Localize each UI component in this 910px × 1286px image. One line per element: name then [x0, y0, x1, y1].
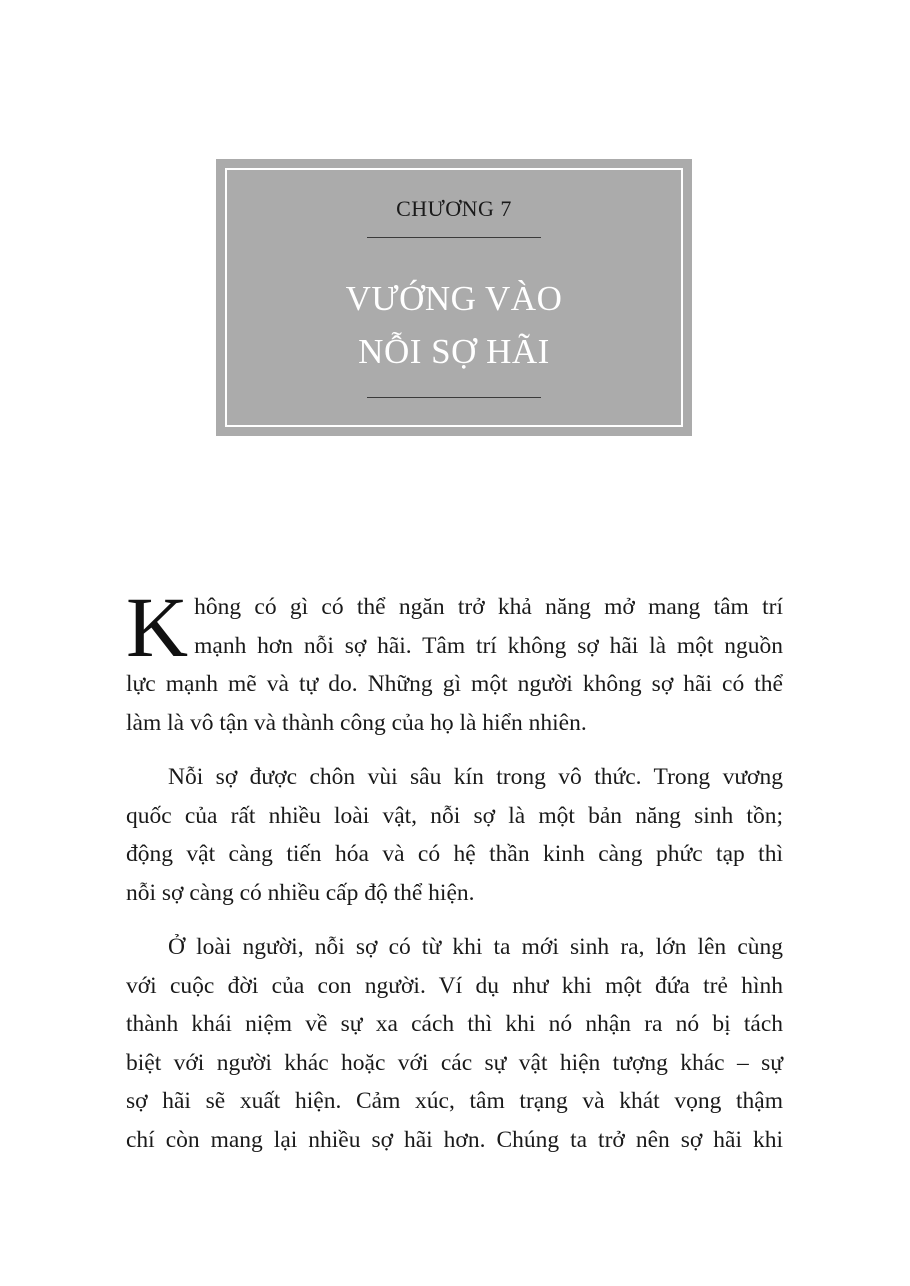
- chapter-heading-box: [216, 159, 692, 436]
- chapter-number: CHƯƠNG 7: [396, 196, 512, 221]
- paragraph-line: biệt với người khác hoặc với các sự vật hiện tượng khác – sự: [126, 1049, 783, 1076]
- paragraph-3: [126, 928, 783, 1159]
- paragraph-line: chí còn mang lại nhiều sợ hãi hơn. Chúng ta trở nên sợ hãi khi: [126, 1126, 783, 1153]
- chapter-title-line-2: NỖI SỢ HÃI: [358, 332, 550, 371]
- paragraph-line: quốc của rất nhiều loài vật, nỗi sợ là một bản năng sinh tồn;: [126, 802, 783, 829]
- paragraph-line: với cuộc đời của con người. Ví dụ như khi một đứa trẻ hình: [126, 972, 783, 999]
- paragraph-2: [126, 758, 783, 912]
- paragraph-line: Nỗi sợ được chôn vùi sâu kín trong vô thức. Trong vương: [168, 764, 783, 790]
- paragraph-line: sợ hãi sẽ xuất hiện. Cảm xúc, tâm trạng và khát vọng thậm: [126, 1088, 783, 1114]
- chapter-rule-top: [367, 237, 541, 238]
- chapter-title: [227, 272, 681, 378]
- paragraph-line: động vật càng tiến hóa và có hệ thần kinh càng phức tạp thì: [126, 841, 783, 867]
- paragraph-line: mạnh hơn nỗi sợ hãi. Tâm trí không sợ hãi là một nguồn: [194, 632, 783, 659]
- paragraph-line: lực mạnh mẽ và tự do. Những gì một người không sợ hãi có thể: [126, 671, 783, 697]
- paragraph-line: làm là vô tận và thành công của họ là hiển nhiên.: [126, 709, 587, 736]
- paragraph-line: hông có gì có thể ngăn trở khả năng mở mang tâm trí: [194, 594, 783, 620]
- paragraph-gap: [126, 912, 783, 928]
- chapter-rule-bottom: [367, 397, 541, 398]
- chapter-title-line-1: VƯỚNG VÀO: [345, 279, 563, 318]
- chapter-heading-frame: [225, 168, 683, 427]
- paragraph-gap: [126, 742, 783, 758]
- paragraph-line: nỗi sợ càng có nhiều cấp độ thể hiện.: [126, 879, 475, 906]
- paragraph-line: Ở loài người, nỗi sợ có từ khi ta mới sinh ra, lớn lên cùng: [168, 934, 783, 960]
- drop-cap: K: [126, 579, 189, 675]
- paragraph-line: thành khái niệm về sự xa cách thì khi nó nhận ra nó bị tách: [126, 1011, 783, 1037]
- paragraph-1: [126, 579, 783, 742]
- body-text: [126, 579, 783, 1159]
